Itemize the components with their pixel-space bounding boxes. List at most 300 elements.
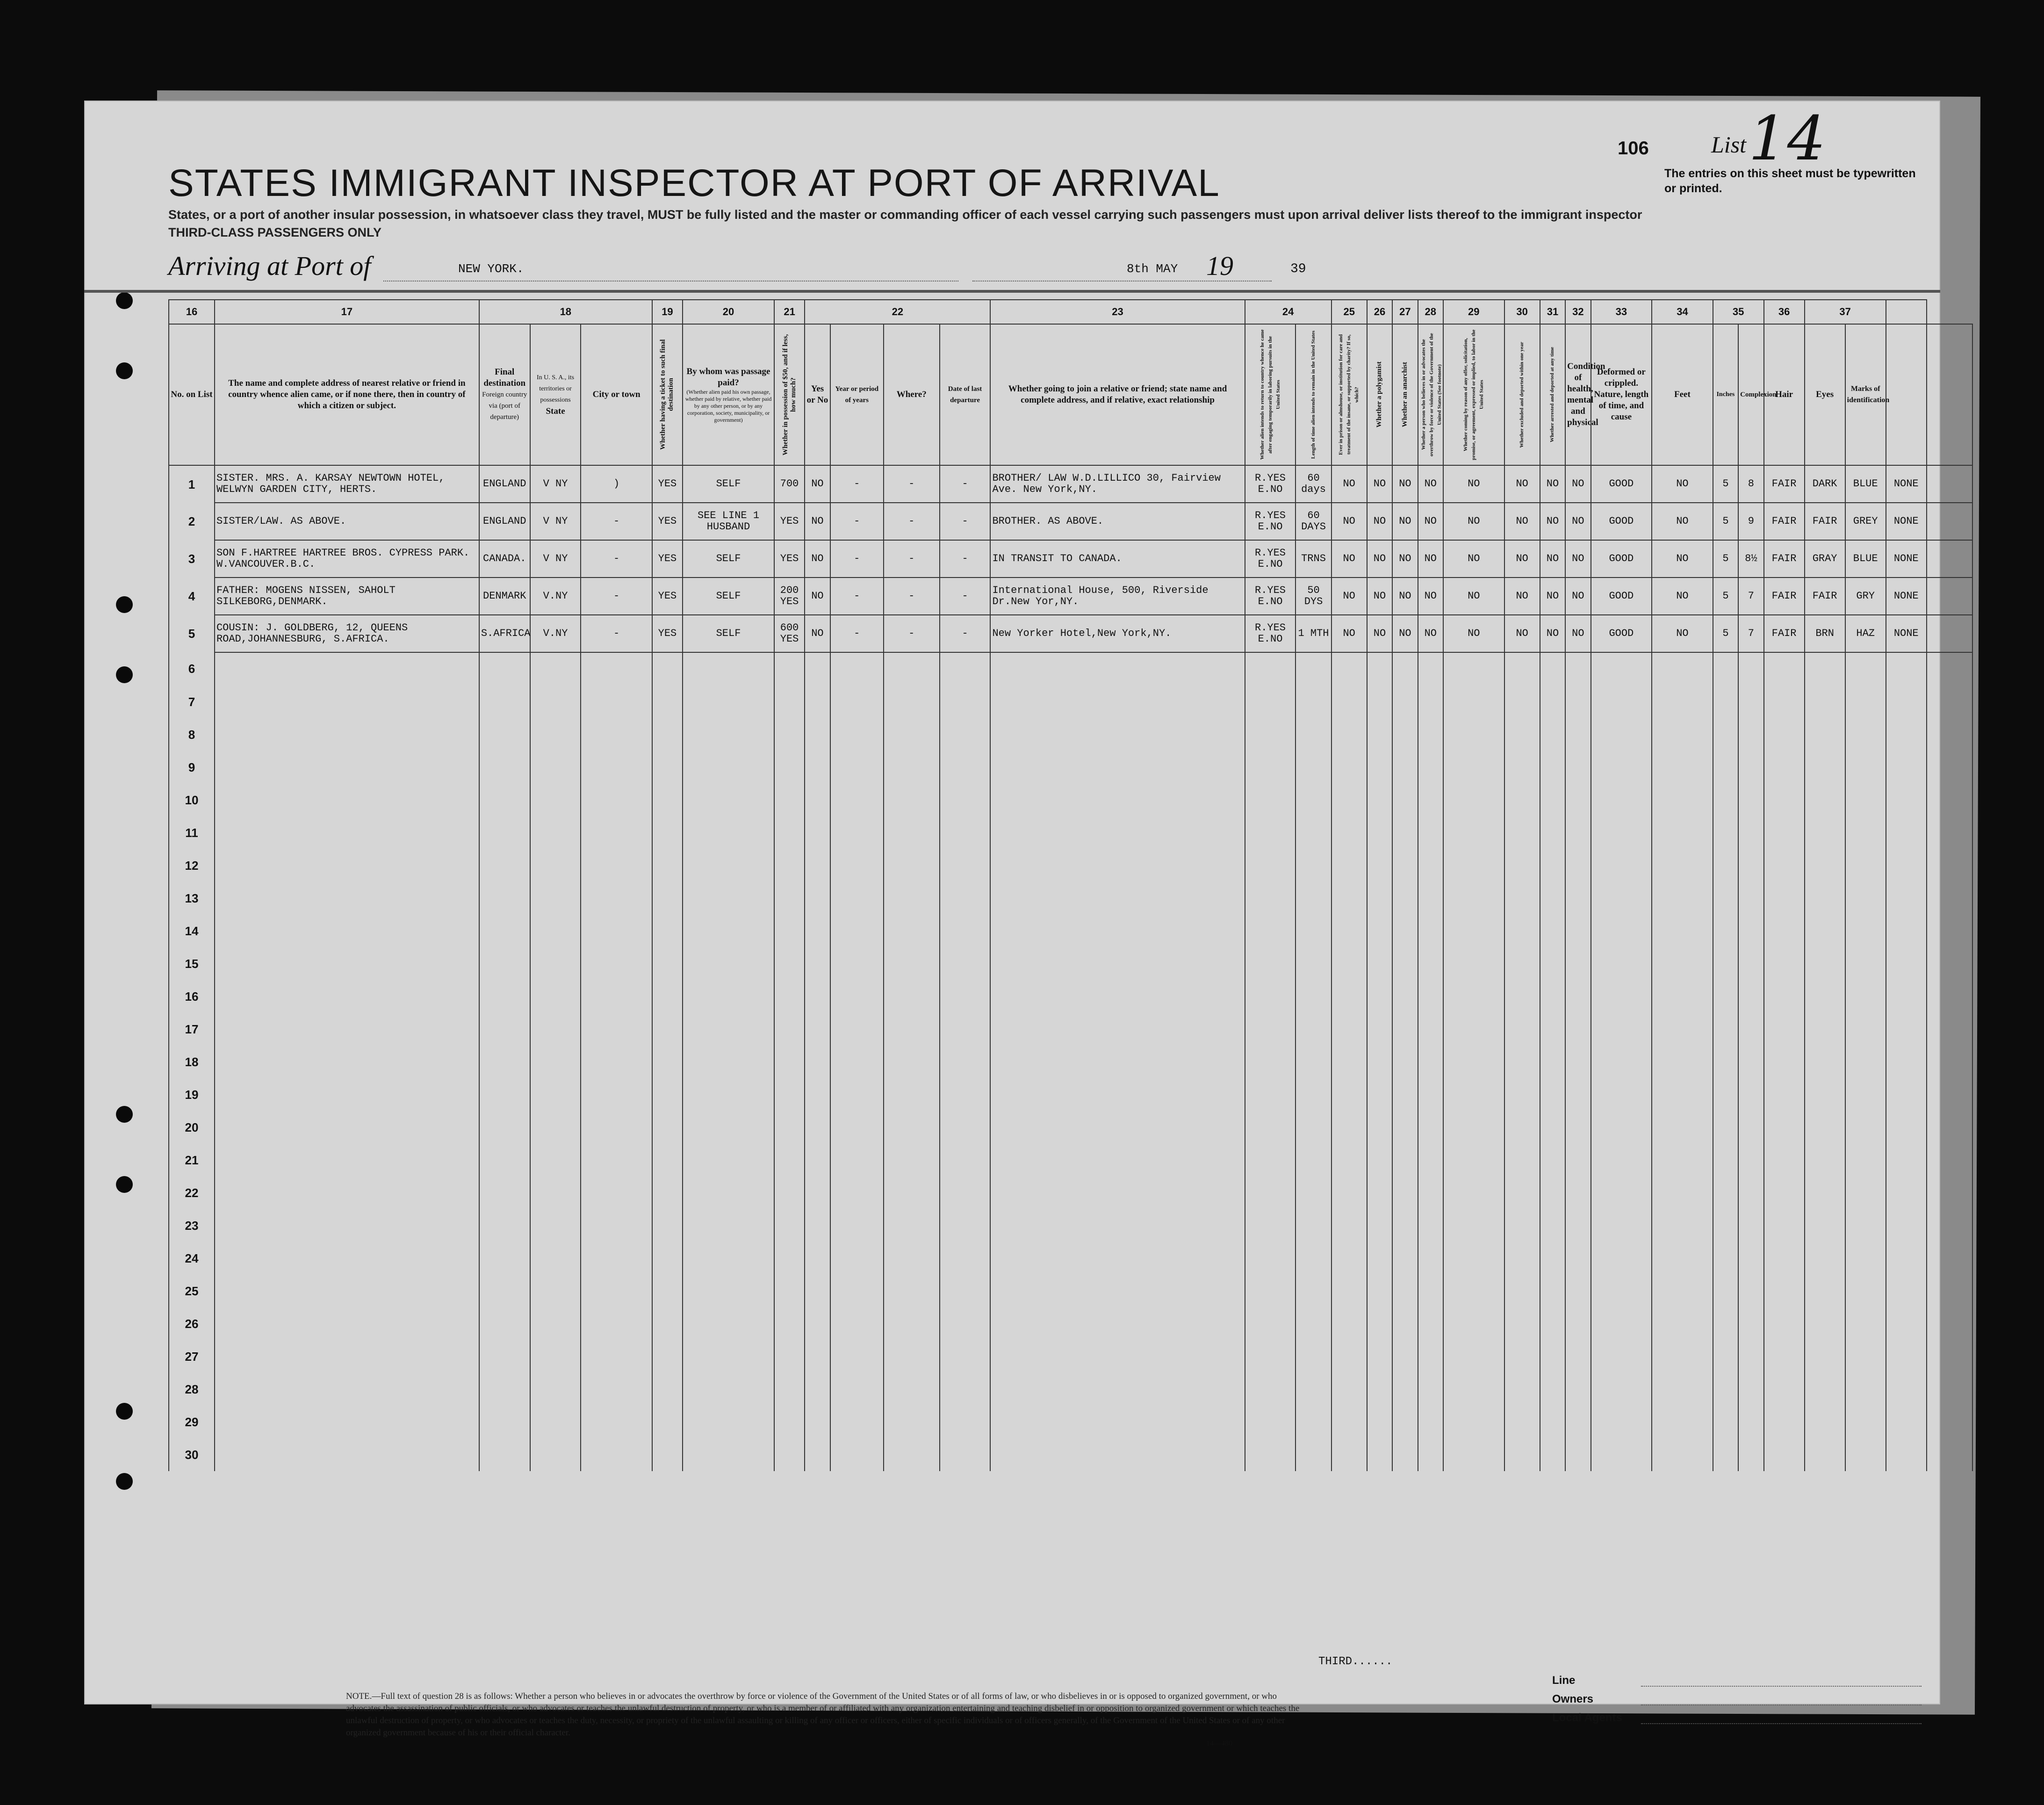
cell-q25: NO <box>1367 615 1392 652</box>
cell-q30: NO <box>1540 503 1565 540</box>
empty-cell <box>1591 1340 1652 1373</box>
header-q30-label: Whether excluded and deported within one year <box>1519 341 1525 448</box>
empty-cell <box>1367 784 1392 816</box>
sheet-number: 106 <box>1618 138 1649 159</box>
empty-cell <box>1927 1340 1972 1373</box>
empty-cell <box>479 1438 530 1471</box>
table-row <box>169 751 1972 784</box>
header-city: City or town <box>581 324 652 465</box>
empty-cell <box>652 1373 683 1406</box>
empty-cell <box>1764 718 1805 751</box>
empty-cell <box>805 751 830 784</box>
empty-cell <box>990 882 1245 915</box>
cell-inches: 7 <box>1738 615 1763 652</box>
col-number: 30 <box>1504 300 1540 324</box>
arrival-date: 8th MAY <box>1127 262 1178 276</box>
empty-cell <box>1652 1111 1713 1144</box>
empty-cell <box>479 1078 530 1111</box>
empty-cell <box>774 652 805 686</box>
empty-cell <box>683 1340 774 1373</box>
empty-cell <box>990 947 1245 980</box>
table-row <box>169 784 1972 816</box>
table-row <box>169 540 1972 578</box>
cell-city: - <box>581 503 652 540</box>
cell-inches: 8½ <box>1738 540 1763 578</box>
empty-cell <box>1738 915 1763 947</box>
cell-q30: NO <box>1540 465 1565 503</box>
empty-cell <box>774 751 805 784</box>
empty-cell <box>1591 1209 1652 1242</box>
empty-cell <box>1504 751 1540 784</box>
empty-cell <box>884 1406 940 1438</box>
empty-cell <box>830 784 884 816</box>
empty-cell <box>1392 816 1418 849</box>
empty-cell <box>1295 980 1331 1013</box>
row-number: 26 <box>169 1307 215 1340</box>
cell-complexion: FAIR <box>1764 578 1805 615</box>
empty-cell <box>1713 882 1738 915</box>
cell-foreign: ENGLAND <box>479 465 530 503</box>
manifest-body <box>169 465 1972 1471</box>
empty-cell <box>1845 915 1886 947</box>
empty-cell <box>1443 1307 1504 1340</box>
cell-d1: - <box>830 503 884 540</box>
empty-cell <box>1245 1406 1296 1438</box>
empty-cell <box>1295 1242 1331 1275</box>
empty-cell <box>1886 816 1927 849</box>
list-number: 14 <box>1749 103 1826 174</box>
empty-cell <box>1504 1078 1540 1111</box>
empty-cell <box>1738 784 1763 816</box>
cell-q29: NO <box>1504 465 1540 503</box>
empty-cell <box>1443 882 1504 915</box>
empty-cell <box>1927 784 1972 816</box>
empty-cell <box>990 652 1245 686</box>
empty-cell <box>1805 718 1845 751</box>
empty-cell <box>990 1177 1245 1209</box>
empty-cell <box>990 816 1245 849</box>
empty-cell <box>1418 1144 1443 1177</box>
empty-cell <box>1764 1307 1805 1340</box>
col-number: 17 <box>215 300 479 324</box>
cell-hair: BRN <box>1805 615 1845 652</box>
empty-cell <box>1504 1275 1540 1307</box>
empty-cell <box>805 1209 830 1242</box>
empty-cell <box>1738 1209 1763 1242</box>
table-row <box>169 882 1972 915</box>
empty-cell <box>1367 1111 1392 1144</box>
row-number: 28 <box>169 1373 215 1406</box>
header-blank <box>1886 324 1927 465</box>
empty-cell <box>1331 1013 1367 1046</box>
empty-cell <box>805 1275 830 1307</box>
cell-pa: R.YES E.NO <box>1245 615 1296 652</box>
header-deformed: Deformed or crippled. Nature, length of time, and cause <box>1591 324 1652 465</box>
empty-cell <box>1713 1438 1738 1471</box>
empty-cell <box>990 1144 1245 1177</box>
cell-pb: 1 MTH <box>1295 615 1331 652</box>
empty-cell <box>990 1373 1245 1406</box>
empty-cell <box>1565 652 1591 686</box>
empty-cell <box>774 947 805 980</box>
empty-cell <box>1367 1144 1392 1177</box>
line-field[interactable] <box>1641 1686 1922 1687</box>
empty-cell <box>1392 1209 1418 1242</box>
page-subtitle <box>168 206 1664 241</box>
empty-cell <box>990 1078 1245 1111</box>
empty-cell <box>774 1340 805 1373</box>
empty-cell <box>1245 1242 1296 1275</box>
empty-cell <box>1331 1046 1367 1078</box>
cell-paid: SELF <box>683 578 774 615</box>
empty-cell <box>1443 1209 1504 1242</box>
empty-cell <box>1295 1438 1331 1471</box>
header-departure: Date of last departure <box>940 324 991 465</box>
empty-cell <box>215 1144 479 1177</box>
empty-cell <box>479 1144 530 1177</box>
empty-cell <box>1443 1046 1504 1078</box>
empty-cell <box>683 686 774 718</box>
empty-cell <box>1652 1242 1713 1275</box>
empty-cell <box>1443 1242 1504 1275</box>
empty-cell <box>1652 1406 1713 1438</box>
empty-cell <box>774 1111 805 1144</box>
cell-relative: SISTER/LAW. AS ABOVE. <box>215 503 479 540</box>
row-number: 10 <box>169 784 215 816</box>
empty-cell <box>530 652 581 686</box>
empty-cell <box>884 1046 940 1078</box>
empty-cell <box>1504 686 1540 718</box>
empty-cell <box>1443 718 1504 751</box>
cell-hair: FAIR <box>1805 578 1845 615</box>
empty-cell <box>1504 1340 1540 1373</box>
empty-cell <box>1764 1177 1805 1209</box>
empty-cell <box>1443 915 1504 947</box>
empty-cell <box>1418 1275 1443 1307</box>
cell-blank <box>1927 540 1972 578</box>
empty-cell <box>1591 652 1652 686</box>
cell-blank <box>1927 465 1972 503</box>
empty-cell <box>1540 1242 1565 1275</box>
empty-cell <box>1540 915 1565 947</box>
empty-cell <box>805 1013 830 1046</box>
empty-cell <box>774 882 805 915</box>
empty-cell <box>1764 882 1805 915</box>
empty-cell <box>1738 1013 1763 1046</box>
empty-cell <box>884 751 940 784</box>
empty-cell <box>1295 1078 1331 1111</box>
empty-cell <box>1738 1046 1763 1078</box>
header-q29 <box>1443 324 1504 465</box>
empty-cell <box>1886 1177 1927 1209</box>
row-number: 6 <box>169 652 215 686</box>
empty-cell <box>530 1013 581 1046</box>
cell-d1: - <box>830 465 884 503</box>
empty-cell <box>1886 882 1927 915</box>
empty-cell <box>830 1013 884 1046</box>
empty-cell <box>830 1078 884 1111</box>
empty-cell <box>1295 1046 1331 1078</box>
empty-cell <box>1443 1013 1504 1046</box>
empty-cell <box>1738 1438 1763 1471</box>
empty-cell <box>683 1177 774 1209</box>
empty-cell <box>1764 751 1805 784</box>
empty-cell <box>1845 1373 1886 1406</box>
cell-q29: NO <box>1504 615 1540 652</box>
empty-cell <box>683 1144 774 1177</box>
empty-cell <box>1540 1177 1565 1209</box>
cell-q27: NO <box>1418 615 1443 652</box>
empty-cell <box>479 980 530 1013</box>
cell-ticket: YES <box>652 615 683 652</box>
empty-cell <box>1367 1406 1392 1438</box>
empty-cell <box>479 1307 530 1340</box>
empty-cell <box>1443 1275 1504 1307</box>
empty-cell <box>1565 1111 1591 1144</box>
col-number: 25 <box>1331 300 1367 324</box>
port-line <box>383 281 958 282</box>
row-number: 20 <box>169 1111 215 1144</box>
empty-cell <box>1845 980 1886 1013</box>
agents-field[interactable] <box>1641 1723 1922 1724</box>
empty-cell <box>1392 1373 1418 1406</box>
empty-cell <box>1927 1242 1972 1275</box>
table-row <box>169 578 1972 615</box>
empty-cell <box>1245 947 1296 980</box>
empty-cell <box>581 1111 652 1144</box>
empty-cell <box>1295 1307 1331 1340</box>
empty-cell <box>581 751 652 784</box>
header-polygamist-label: Whether a polygamist <box>1375 361 1383 428</box>
col-number: 28 <box>1418 300 1443 324</box>
empty-cell <box>1764 980 1805 1013</box>
empty-cell <box>1886 686 1927 718</box>
empty-cell <box>1591 1275 1652 1307</box>
header-state <box>530 324 581 465</box>
header-in-usa: In U. S. A., its territories or possessions <box>536 374 575 404</box>
empty-cell <box>479 1406 530 1438</box>
empty-cell <box>990 686 1245 718</box>
empty-cell <box>884 1078 940 1111</box>
empty-cell <box>1927 1275 1972 1307</box>
cell-hair: GRAY <box>1805 540 1845 578</box>
empty-cell <box>479 718 530 751</box>
empty-cell <box>1443 1406 1504 1438</box>
empty-cell <box>581 686 652 718</box>
empty-cell <box>884 1144 940 1177</box>
footnote: NOTE.—Full text of question 28 is as follows: Whether a person who believes in or advocates the overthrow by force or violence of the Government of the United States or of all forms of law, or who disbelieves in or is opposed to organized government, or who advocates the assassination of public officials, or who advocates or teaches the unlawful destruction of property, or who is a member of or affiliated with any organization entertaining and teaching disbelief in or opposition to organized government or which teaches the unlawful destruction of property, or who advocates or teaches the duty, necessity, or propriety of the unlawful assaulting or killing of any officer or officers, either of specific individuals or of officers generally, of the Government of the United States or of any other organized government because of his or their official character. <box>346 1691 1300 1738</box>
empty-cell <box>1504 1242 1540 1275</box>
empty-cell <box>1295 1373 1331 1406</box>
empty-cell <box>1367 652 1392 686</box>
empty-cell <box>830 915 884 947</box>
empty-cell <box>774 1177 805 1209</box>
empty-cell <box>652 1144 683 1177</box>
empty-cell <box>1367 1209 1392 1242</box>
empty-cell <box>581 784 652 816</box>
empty-cell <box>774 718 805 751</box>
empty-cell <box>1504 652 1540 686</box>
empty-cell <box>1713 1144 1738 1177</box>
col-number: 21 <box>774 300 805 324</box>
empty-cell <box>884 1111 940 1144</box>
row-number: 5 <box>169 615 215 652</box>
empty-cell <box>940 1307 991 1340</box>
empty-cell <box>683 1242 774 1275</box>
table-row <box>169 686 1972 718</box>
header-no-on-list: No. on List <box>169 324 215 465</box>
empty-cell <box>1418 1406 1443 1438</box>
header-yes-no: Yes or No <box>805 324 830 465</box>
empty-cell <box>990 1307 1245 1340</box>
empty-cell <box>1540 718 1565 751</box>
empty-cell <box>683 784 774 816</box>
empty-cell <box>1652 849 1713 882</box>
empty-cell <box>479 1013 530 1046</box>
cell-feet: 5 <box>1713 503 1738 540</box>
empty-cell <box>1392 947 1418 980</box>
cell-q30: NO <box>1540 615 1565 652</box>
empty-cell <box>1652 1307 1713 1340</box>
empty-cell <box>479 1275 530 1307</box>
empty-cell <box>1565 915 1591 947</box>
empty-cell <box>1245 1307 1296 1340</box>
cell-q26: NO <box>1392 465 1418 503</box>
empty-cell <box>215 1275 479 1307</box>
empty-cell <box>1331 1406 1367 1438</box>
empty-cell <box>479 1209 530 1242</box>
empty-cell <box>530 1438 581 1471</box>
cell-foreign: DENMARK <box>479 578 530 615</box>
table-row <box>169 1209 1972 1242</box>
header-complexion: Complexion <box>1738 324 1763 465</box>
empty-cell <box>1845 1340 1886 1373</box>
empty-cell <box>1295 1013 1331 1046</box>
header-q29-label: Whether coming by reason of any offer, solicitation, promise, or agreement, expressed or implied, to labor in the United States <box>1462 329 1484 460</box>
empty-cell <box>1367 1177 1392 1209</box>
owners-label: Owners <box>1552 1693 1594 1705</box>
empty-cell <box>1504 947 1540 980</box>
header-q31-label: Whether arrested and deported at any time <box>1549 347 1555 442</box>
cell-before: NO <box>805 578 830 615</box>
empty-cell <box>581 718 652 751</box>
empty-cell <box>215 849 479 882</box>
empty-cell <box>479 849 530 882</box>
empty-cell <box>1713 686 1738 718</box>
empty-cell <box>805 882 830 915</box>
empty-cell <box>884 915 940 947</box>
empty-cell <box>1418 816 1443 849</box>
empty-cell <box>1392 980 1418 1013</box>
empty-cell <box>990 1013 1245 1046</box>
empty-cell <box>1245 1373 1296 1406</box>
empty-cell <box>1652 751 1713 784</box>
empty-cell <box>479 947 530 980</box>
cell-d2: - <box>884 503 940 540</box>
empty-cell <box>1886 980 1927 1013</box>
cell-money: 700 <box>774 465 805 503</box>
empty-cell <box>581 816 652 849</box>
empty-cell <box>1927 1078 1972 1111</box>
header-state-label: State <box>546 406 565 416</box>
row-number: 11 <box>169 816 215 849</box>
cell-join: International House, 500, Riverside Dr.New Yor,NY. <box>990 578 1245 615</box>
empty-cell <box>581 1373 652 1406</box>
empty-cell <box>1738 652 1763 686</box>
empty-cell <box>1591 1111 1652 1144</box>
empty-cell <box>1845 1209 1886 1242</box>
empty-cell <box>940 1046 991 1078</box>
cell-pb: TRNS <box>1295 540 1331 578</box>
table-row <box>169 652 1972 686</box>
empty-cell <box>940 1438 991 1471</box>
empty-cell <box>1591 1078 1652 1111</box>
empty-cell <box>652 1340 683 1373</box>
owners-field[interactable] <box>1641 1704 1922 1705</box>
empty-cell <box>1927 915 1972 947</box>
empty-cell <box>805 718 830 751</box>
empty-cell <box>1805 686 1845 718</box>
table-row <box>169 1111 1972 1144</box>
empty-cell <box>479 1177 530 1209</box>
empty-cell <box>940 947 991 980</box>
empty-cell <box>1927 947 1972 980</box>
empty-cell <box>1331 1078 1367 1111</box>
row-number: 19 <box>169 1078 215 1111</box>
empty-cell <box>1845 718 1886 751</box>
empty-cell <box>1331 915 1367 947</box>
cell-health: GOOD <box>1591 465 1652 503</box>
empty-cell <box>1504 1013 1540 1046</box>
empty-cell <box>1886 947 1927 980</box>
manifest-table <box>168 299 1973 1471</box>
cell-health: GOOD <box>1591 615 1652 652</box>
cell-before: NO <box>805 540 830 578</box>
cell-money: 200 YES <box>774 578 805 615</box>
cell-ticket: YES <box>652 578 683 615</box>
empty-cell <box>1443 1144 1504 1177</box>
empty-cell <box>1392 1307 1418 1340</box>
empty-cell <box>1652 652 1713 686</box>
empty-cell <box>1805 1406 1845 1438</box>
empty-cell <box>1443 686 1504 718</box>
empty-cell <box>1805 1373 1845 1406</box>
empty-cell <box>1591 980 1652 1013</box>
empty-cell <box>1652 718 1713 751</box>
empty-cell <box>683 1078 774 1111</box>
empty-cell <box>1245 849 1296 882</box>
empty-cell <box>1565 1438 1591 1471</box>
empty-cell <box>805 1340 830 1373</box>
empty-cell <box>652 1111 683 1144</box>
empty-cell <box>1713 1013 1738 1046</box>
empty-cell <box>830 1111 884 1144</box>
empty-cell <box>774 1078 805 1111</box>
empty-cell <box>652 686 683 718</box>
empty-cell <box>530 751 581 784</box>
empty-cell <box>1713 1307 1738 1340</box>
empty-cell <box>1591 686 1652 718</box>
empty-cell <box>1443 1078 1504 1111</box>
empty-cell <box>1565 1046 1591 1078</box>
cell-paid: SELF <box>683 615 774 652</box>
empty-cell <box>1738 882 1763 915</box>
cell-eyes: BLUE <box>1845 540 1886 578</box>
empty-cell <box>1331 947 1367 980</box>
empty-cell <box>683 1307 774 1340</box>
cell-q30: NO <box>1540 578 1565 615</box>
empty-cell <box>1845 751 1886 784</box>
